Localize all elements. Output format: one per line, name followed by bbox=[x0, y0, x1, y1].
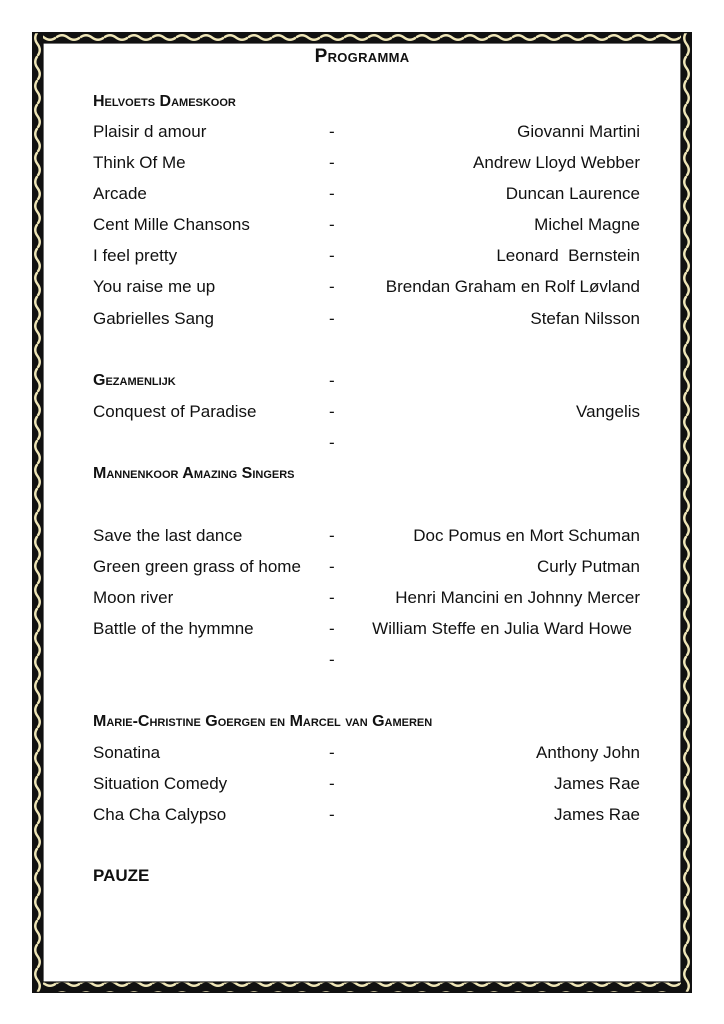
song-title: Green green grass of home bbox=[93, 557, 301, 576]
separator-dash: - bbox=[329, 433, 335, 452]
page-title: Programma bbox=[314, 46, 410, 67]
section-heading-gezamenlijk: Gezamenlijk bbox=[93, 372, 176, 389]
separator-dash: - bbox=[329, 122, 335, 141]
separator-dash: - bbox=[329, 215, 335, 234]
composer-name: Vangelis bbox=[576, 402, 640, 421]
program-item bbox=[0, 184, 724, 206]
composer-name: Henri Mancini en Johnny Mercer bbox=[395, 588, 640, 607]
section-heading-helvoets-dameskoor: Helvoets Dameskoor bbox=[93, 93, 236, 110]
separator-dash: - bbox=[329, 246, 335, 265]
program-item bbox=[0, 246, 724, 268]
section-heading-duo: Marie-Christine Goergen en Marcel van Gameren bbox=[93, 713, 433, 730]
program-item bbox=[0, 743, 724, 765]
composer-name: James Rae bbox=[554, 805, 640, 824]
separator-dash: - bbox=[329, 774, 335, 793]
composer-name: Doc Pomus en Mort Schuman bbox=[413, 526, 640, 545]
song-title: Moon river bbox=[93, 588, 174, 607]
program-item bbox=[0, 557, 724, 579]
program-item bbox=[0, 526, 724, 548]
composer-name: Brendan Graham en Rolf Løvland bbox=[385, 277, 640, 296]
separator-dash: - bbox=[329, 650, 335, 669]
song-title: Gabrielles Sang bbox=[93, 309, 214, 328]
song-title: Save the last dance bbox=[93, 526, 243, 545]
composer-name: Curly Putman bbox=[537, 557, 640, 576]
song-title: You raise me up bbox=[93, 277, 216, 296]
separator-dash: - bbox=[329, 619, 335, 638]
program-item bbox=[0, 774, 724, 796]
composer-name: Leonard Bernstein bbox=[496, 246, 640, 265]
separator-dash: - bbox=[329, 277, 335, 296]
song-title: Battle of the hymmne bbox=[93, 619, 254, 638]
program-item bbox=[0, 805, 724, 827]
program-item bbox=[0, 402, 724, 424]
program-item bbox=[0, 153, 724, 175]
program-item bbox=[0, 619, 724, 641]
song-title: I feel pretty bbox=[93, 246, 178, 265]
separator-dash: - bbox=[329, 153, 335, 172]
composer-name: Duncan Laurence bbox=[505, 184, 640, 203]
separator-dash: - bbox=[329, 557, 335, 576]
border-pattern bbox=[32, 32, 692, 993]
song-title: Arcade bbox=[93, 184, 147, 203]
composer-name: Andrew Lloyd Webber bbox=[473, 153, 640, 172]
separator-dash: - bbox=[329, 526, 335, 545]
song-title: Situation Comedy bbox=[93, 774, 228, 793]
song-title: Cha Cha Calypso bbox=[93, 805, 227, 824]
separator-dash: - bbox=[329, 805, 335, 824]
separator-dash: - bbox=[329, 371, 335, 390]
composer-name: Stefan Nilsson bbox=[530, 309, 640, 328]
composer-name: Michel Magne bbox=[534, 215, 640, 234]
separator-dash: - bbox=[329, 588, 335, 607]
composer-name: William Steffe en Julia Ward Howe bbox=[372, 619, 632, 638]
separator-dash: - bbox=[329, 402, 335, 421]
song-title: Plaisir d amour bbox=[93, 122, 207, 141]
separator-dash: - bbox=[329, 743, 335, 762]
song-title: Think Of Me bbox=[93, 153, 186, 172]
song-title: Sonatina bbox=[93, 743, 161, 762]
composer-name: James Rae bbox=[554, 774, 640, 793]
song-title: Conquest of Paradise bbox=[93, 402, 257, 421]
separator-dash: - bbox=[329, 184, 335, 203]
program-item bbox=[0, 215, 724, 237]
song-title: Cent Mille Chansons bbox=[93, 215, 250, 234]
composer-name: Anthony John bbox=[536, 743, 640, 762]
program-item bbox=[0, 588, 724, 610]
program-item bbox=[0, 277, 724, 299]
section-heading-mannenkoor: Mannenkoor Amazing Singers bbox=[93, 465, 295, 482]
program-item bbox=[0, 122, 724, 144]
separator-dash: - bbox=[329, 309, 335, 328]
composer-name: Giovanni Martini bbox=[517, 122, 640, 141]
decorative-border bbox=[32, 32, 692, 993]
intermission-label: PAUZE bbox=[93, 866, 150, 885]
program-item bbox=[0, 309, 724, 331]
